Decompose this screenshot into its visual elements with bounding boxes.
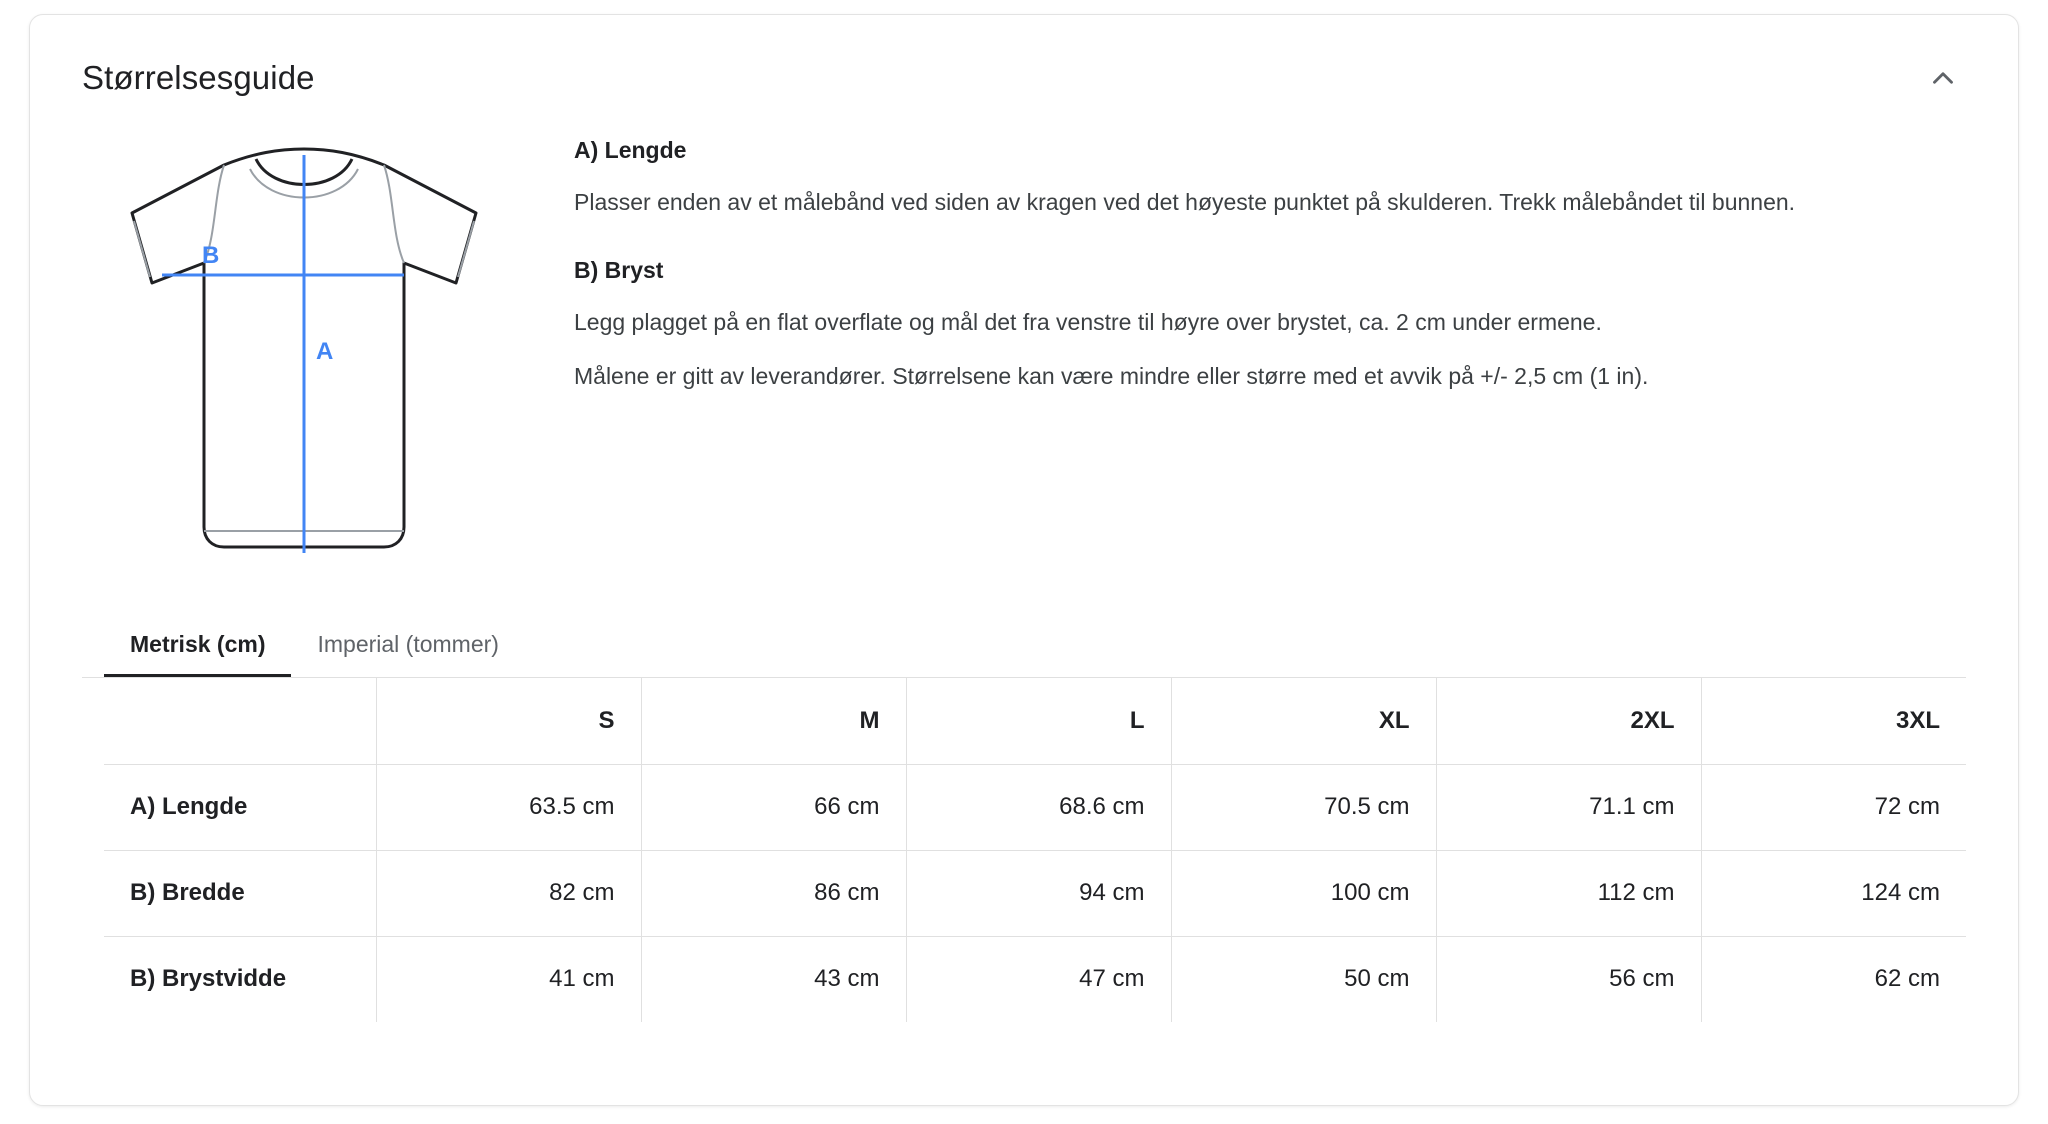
table-corner-cell: [104, 678, 376, 764]
table-header-row: [104, 678, 1966, 764]
cell-bredde-s: 82 cm: [376, 850, 641, 936]
table-col-2xl: 2XL: [1436, 678, 1701, 764]
tab-metric[interactable]: Metrisk (cm): [104, 617, 291, 677]
heading-chest: B) Bryst: [574, 256, 664, 283]
card-header: [82, 55, 1966, 101]
table-col-s: S: [376, 678, 641, 764]
page-title: Størrelsesguide: [82, 59, 315, 96]
cell-bredde-xl: 100 cm: [1171, 850, 1436, 936]
table-col-3xl: 3XL: [1701, 678, 1966, 764]
tshirt-diagram: [104, 123, 534, 575]
row-label-bredde: B) Bredde: [104, 850, 376, 936]
table-row: [104, 936, 1966, 1022]
cell-brystvidde-l: 47 cm: [906, 936, 1171, 1022]
unit-tabs: [82, 617, 1966, 678]
cell-brystvidde-3xl: 62 cm: [1701, 936, 1966, 1022]
diagram-label-b: B: [202, 242, 220, 269]
tab-imperial[interactable]: Imperial (tommer): [317, 631, 499, 657]
size-table: [104, 678, 1966, 1022]
cell-bredde-m: 86 cm: [641, 850, 906, 936]
text-note: Målene er gitt av leverandører. Størrelsene kan være mindre eller større med et avvik på +/- 2,5 cm (1 in).: [574, 363, 1649, 390]
cell-lengde-xl: 70.5 cm: [1171, 764, 1436, 850]
cell-lengde-s: 63.5 cm: [376, 764, 641, 850]
table-row: [104, 850, 1966, 936]
cell-brystvidde-s: 41 cm: [376, 936, 641, 1022]
diagram-label-a: A: [316, 338, 334, 365]
cell-brystvidde-m: 43 cm: [641, 936, 906, 1022]
cell-bredde-l: 94 cm: [906, 850, 1171, 936]
table-row: [104, 764, 1966, 850]
table-col-l: L: [906, 678, 1171, 764]
cell-brystvidde-2xl: 56 cm: [1436, 936, 1701, 1022]
table-col-m: M: [641, 678, 906, 764]
measurement-instructions: [574, 123, 1954, 393]
text-length: Plasser enden av et målebånd ved siden av kragen ved det høyeste punktet på skulderen. Trekk målebåndet til bunnen.: [574, 189, 1796, 215]
text-chest: Legg plagget på en flat overflate og mål det fra venstre til høyre over brystet, ca. 2 cm under ermene.: [574, 308, 1602, 335]
cell-lengde-2xl: 71.1 cm: [1436, 764, 1701, 850]
cell-lengde-l: 68.6 cm: [906, 764, 1171, 850]
size-guide-card: [29, 14, 2019, 1106]
row-label-brystvidde: B) Brystvidde: [104, 936, 376, 1022]
cell-lengde-m: 66 cm: [641, 764, 906, 850]
guide-top-section: [82, 123, 1966, 575]
row-label-lengde: A) Lengde: [104, 764, 376, 850]
heading-length: A) Lengde: [574, 137, 687, 163]
table-col-xl: XL: [1171, 678, 1436, 764]
chevron-up-icon[interactable]: [1920, 55, 1966, 101]
cell-lengde-3xl: 72 cm: [1701, 764, 1966, 850]
cell-brystvidde-xl: 50 cm: [1171, 936, 1436, 1022]
cell-bredde-2xl: 112 cm: [1436, 850, 1701, 936]
cell-bredde-3xl: 124 cm: [1701, 850, 1966, 936]
